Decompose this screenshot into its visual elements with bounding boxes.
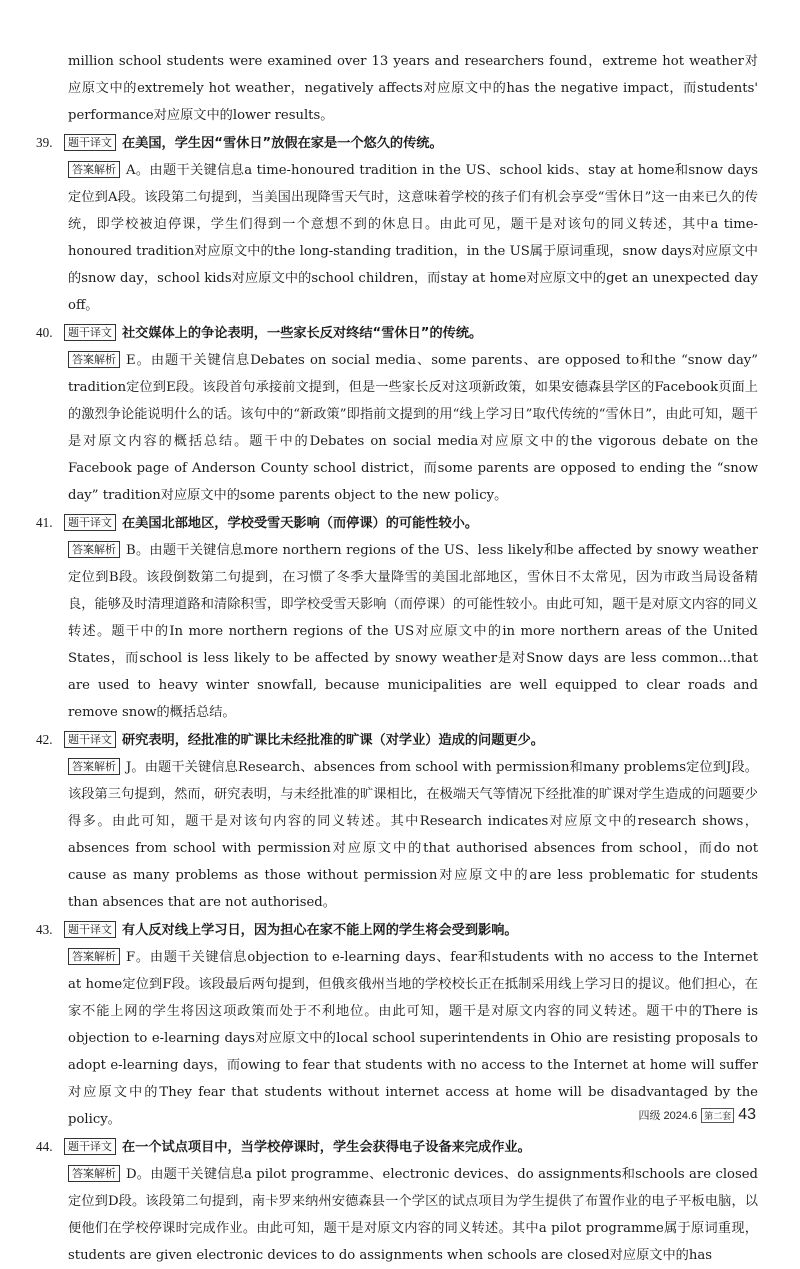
question-heading-text: 研究表明，经批准的旷课比未经批准的旷课（对学业）造成的问题更少。 xyxy=(122,733,544,748)
analysis-tag: 答案解析 xyxy=(68,541,120,558)
answer-analysis xyxy=(68,754,758,916)
question-number: 41. xyxy=(36,515,53,530)
question-number: 42. xyxy=(36,732,53,747)
analysis-text: F。由题干关键信息objection to e-learning days、fear和students with no access to the Internet at home定位到F段。该段最后两句提到，但俄亥俄州当地的学校校长正在抵制采用线上学习日的提议。他们担心，在家不能上网的学生将因这项政策而处于不利地位。由此可知，题干是对原文内容的同义转述。题干中的There is objection to e-learning days对应原文中的local school superintendents in Ohio are resisting proposals to adopt e-learning days，而owing to fear that students with no access to the Internet at home will suffer对应原文中的They fear that students without internet access at home will be disadvantaged by the policy。 xyxy=(68,950,758,1127)
question-39 xyxy=(36,129,758,319)
question-number: 40. xyxy=(36,325,53,340)
question-heading xyxy=(36,319,758,347)
question-43 xyxy=(36,916,758,1133)
question-number: 44. xyxy=(36,1139,53,1154)
question-heading-text: 在美国，学生因“雪休日”放假在家是一个悠久的传统。 xyxy=(122,136,443,151)
analysis-text: E。由题干关键信息Debates on social media、some parents、are opposed to和the “snow day” tradition定位到E段。该段首句承接前文提到，但是一些家长反对这项新政策，如果安德森县学区的Facebook页面上的激烈争论能说明什么的话。该句中的“新政策”即指前文提到的用“线上学习日”取代传统的“雪休日”，由此可知，题干是对原文内容的概括总结。题干中的Debates on social media对应原文中的the vigorous debate on the Facebook page of Anderson County school district，而some parents are opposed to ending the “snow day” tradition对应原文中的some parents object to the new policy。 xyxy=(68,353,758,503)
translation-tag: 题干译文 xyxy=(64,134,116,151)
question-42 xyxy=(36,726,758,916)
answer-analysis xyxy=(68,1161,758,1269)
question-heading xyxy=(36,726,758,754)
translation-tag: 题干译文 xyxy=(64,324,116,341)
analysis-tag: 答案解析 xyxy=(68,351,120,368)
question-number: 39. xyxy=(36,135,53,150)
question-40 xyxy=(36,319,758,509)
page-number: 43 xyxy=(738,1106,756,1123)
question-44 xyxy=(36,1133,758,1269)
translation-tag: 题干译文 xyxy=(64,921,116,938)
page-footer xyxy=(638,1106,756,1124)
analysis-tag: 答案解析 xyxy=(68,1165,120,1182)
question-number: 43. xyxy=(36,922,53,937)
answer-analysis xyxy=(68,944,758,1133)
analysis-text: D。由题干关键信息a pilot programme、electronic devices、do assignments和schools are closed定位到D段。该段第二句提到，南卡罗来纳州安德森县一个学区的试点项目为学生提供了布置作业的电子平板电脑，以便他们在学校停课时完成作业。由此可知，题干是对原文内容的同义转述。其中a pilot programme属于原词重现，students are given electronic devices to do assignments when schools are closed对应原文中的has xyxy=(68,1167,758,1263)
question-heading-text: 社交媒体上的争论表明，一些家长反对终结“雪休日”的传统。 xyxy=(122,326,483,341)
footer-label: 四级 2024.6 xyxy=(638,1110,698,1122)
answer-analysis xyxy=(68,347,758,509)
question-heading-text: 在美国北部地区，学校受雪天影响（而停课）的可能性较小。 xyxy=(122,516,479,531)
page-content xyxy=(36,48,758,1269)
translation-tag: 题干译文 xyxy=(64,731,116,748)
translation-tag: 题干译文 xyxy=(64,1138,116,1155)
analysis-text: B。由题干关键信息more northern regions of the US、less likely和be affected by snowy weather定位到B段。该段倒数第二句提到，在习惯了冬季大量降雪的美国北部地区，雪休日不太常见，因为市政当局设备精良，能够及时清理道路和清除积雪，即学校受雪天影响（而停课）的可能性较小。由此可知，题干是对原文内容的同义转述。题干中的In more northern regions of the US对应原文中的in more northern areas of the United States，而school is less likely to be affected by snowy weather是对Snow days are less common...that are used to heavy winter snowfall, because municipalities are well equipped to clear roads and remove snow的概括总结。 xyxy=(68,543,758,720)
analysis-tag: 答案解析 xyxy=(68,758,120,775)
question-heading xyxy=(36,916,758,944)
question-heading-text: 有人反对线上学习日，因为担心在家不能上网的学生将会受到影响。 xyxy=(122,923,518,938)
analysis-tag: 答案解析 xyxy=(68,948,120,965)
translation-tag: 题干译文 xyxy=(64,514,116,531)
answer-analysis xyxy=(68,157,758,319)
analysis-text: J。由题干关键信息Research、absences from school with permission和many problems定位到J段。该段第三句提到，然而，研究表明，与未经批准的旷课相比，在极端天气等情况下经批准的旷课对学生造成的问题要少得多。由此可知，题干是对该句内容的同义转述。其中Research indicates对应原文中的research shows，absences from school with permission对应原文中的that authorised absences from school，而do not cause as many problems as those without permission对应原文中的are less problematic for students than absences that are not authorised。 xyxy=(68,760,758,910)
question-heading xyxy=(36,129,758,157)
question-heading-text: 在一个试点项目中，当学校停课时，学生会获得电子设备来完成作业。 xyxy=(122,1140,531,1155)
question-heading xyxy=(36,509,758,537)
analysis-text: A。由题干关键信息a time-honoured tradition in the US、school kids、stay at home和snow days定位到A段。该段第二句提到，当美国出现降雪天气时，这意味着学校的孩子们有机会享受“雪休日”这一由来已久的传统，即学校被迫停课，学生们得到一个意想不到的休息日。由此可见，题干是对该句的同义转述，其中a time-honoured tradition对应原文中的the long-standing tradition，in the US属于原词重现，snow days对应原文中的snow day，school kids对应原文中的school children，而stay at home对应原文中的get an unexpected day off。 xyxy=(68,163,758,313)
set-badge: 第二套 xyxy=(701,1108,734,1123)
question-heading xyxy=(36,1133,758,1161)
answer-analysis xyxy=(68,537,758,726)
intro-paragraph: million school students were examined over 13 years and researchers found，extreme hot weather对应原文中的extremely hot weather，negatively affects对应原文中的has the negative impact，而students' performance对应原文中的lower results。 xyxy=(68,54,758,123)
question-41 xyxy=(36,509,758,726)
analysis-tag: 答案解析 xyxy=(68,161,120,178)
